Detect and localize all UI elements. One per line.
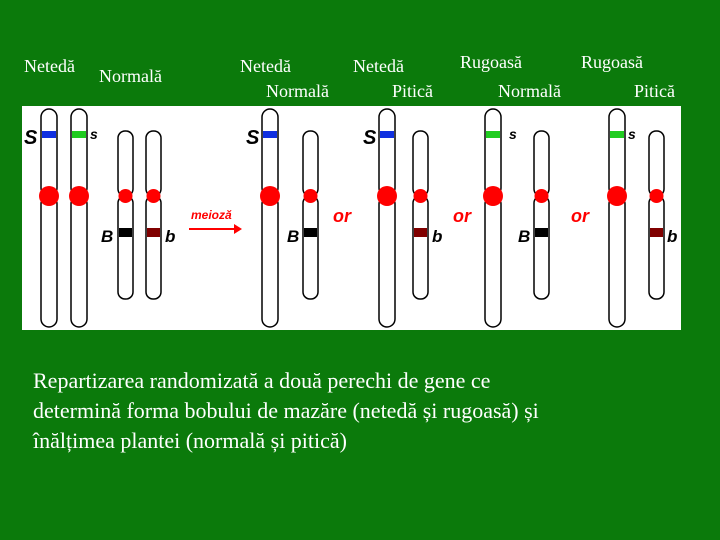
- gamete-1-chromosome-S: [260, 109, 280, 327]
- gene-label-S: S: [363, 127, 377, 149]
- gamete-2-chromosome-S: [377, 109, 397, 327]
- gamete-4-chromosome-s: [607, 109, 627, 327]
- label-pitica-2: Pitică: [634, 81, 675, 101]
- allele-S-band: [42, 131, 56, 138]
- centromere: [483, 186, 503, 206]
- label-normala-1: Normală: [99, 66, 162, 86]
- gene-label-s: s: [509, 126, 517, 142]
- label-neteda-1: Netedă: [24, 56, 75, 76]
- label-neteda-3: Netedă: [353, 56, 404, 76]
- gene-label-b: b: [432, 227, 443, 246]
- caption-line-3: înălțimea plantei (normală și pitică): [33, 428, 347, 453]
- caption-line-1: Repartizarea randomizată a două perechi de gene ce: [33, 368, 491, 393]
- label-normala-3: Normală: [498, 81, 561, 101]
- allele-B-band: [119, 228, 132, 237]
- chromosome-b: [146, 131, 161, 299]
- centromere: [39, 186, 59, 206]
- caption-line-2: determină forma bobului de mazăre (netedă și rugoasă) și: [33, 398, 539, 423]
- allele-s-band: [72, 131, 86, 138]
- gene-label-B: B: [101, 227, 114, 246]
- label-neteda-2: Netedă: [240, 56, 291, 76]
- allele-b-band: [147, 228, 160, 237]
- centromere: [119, 189, 133, 203]
- allele-S-band: [380, 131, 394, 138]
- gene-label-S: S: [24, 127, 38, 149]
- centromere: [147, 189, 161, 203]
- allele-s-band: [610, 131, 624, 138]
- or-label-2: or: [453, 206, 471, 226]
- gene-label-b: b: [165, 227, 176, 246]
- centromere: [69, 186, 89, 206]
- label-rugoasa-2: Rugoasă: [581, 52, 643, 72]
- centromere: [650, 189, 664, 203]
- gamete-1-chromosome-B: [303, 131, 318, 299]
- gene-label-s: s: [90, 126, 98, 142]
- gene-label-s: s: [628, 126, 636, 142]
- allele-S-band: [263, 131, 277, 138]
- gamete-2-chromosome-b: [413, 131, 428, 299]
- allele-B-band: [304, 228, 317, 237]
- gene-label-B: B: [518, 227, 531, 246]
- allele-b-band: [650, 228, 663, 237]
- meiosis-label: meioză: [191, 208, 232, 222]
- gamete-3-chromosome-B: [534, 131, 549, 299]
- allele-s-band: [486, 131, 500, 138]
- allele-b-band: [414, 228, 427, 237]
- label-normala-2: Normală: [266, 81, 329, 101]
- label-pitica-1: Pitică: [392, 81, 433, 101]
- centromere: [377, 186, 397, 206]
- gamete-4-chromosome-b: [649, 131, 664, 299]
- gene-label-b: b: [667, 227, 678, 246]
- or-label-3: or: [571, 206, 589, 226]
- or-label-1: or: [333, 206, 351, 226]
- centromere: [260, 186, 280, 206]
- centromere: [607, 186, 627, 206]
- centromere: [304, 189, 318, 203]
- gene-label-B: B: [287, 227, 300, 246]
- caption: [33, 366, 693, 456]
- centromere: [414, 189, 428, 203]
- gene-label-S: S: [246, 127, 260, 149]
- centromere: [535, 189, 549, 203]
- label-rugoasa-1: Rugoasă: [460, 52, 522, 72]
- allele-B-band: [535, 228, 548, 237]
- chromosome-diagram: [22, 106, 681, 330]
- chromosome-diagram-svg: [22, 106, 681, 330]
- meiosis-arrow: [189, 224, 242, 234]
- gamete-3-chromosome-s: [483, 109, 503, 327]
- chromosome-s: [69, 109, 89, 327]
- chromosome-B: [118, 131, 133, 299]
- chromosome-S: [39, 109, 59, 327]
